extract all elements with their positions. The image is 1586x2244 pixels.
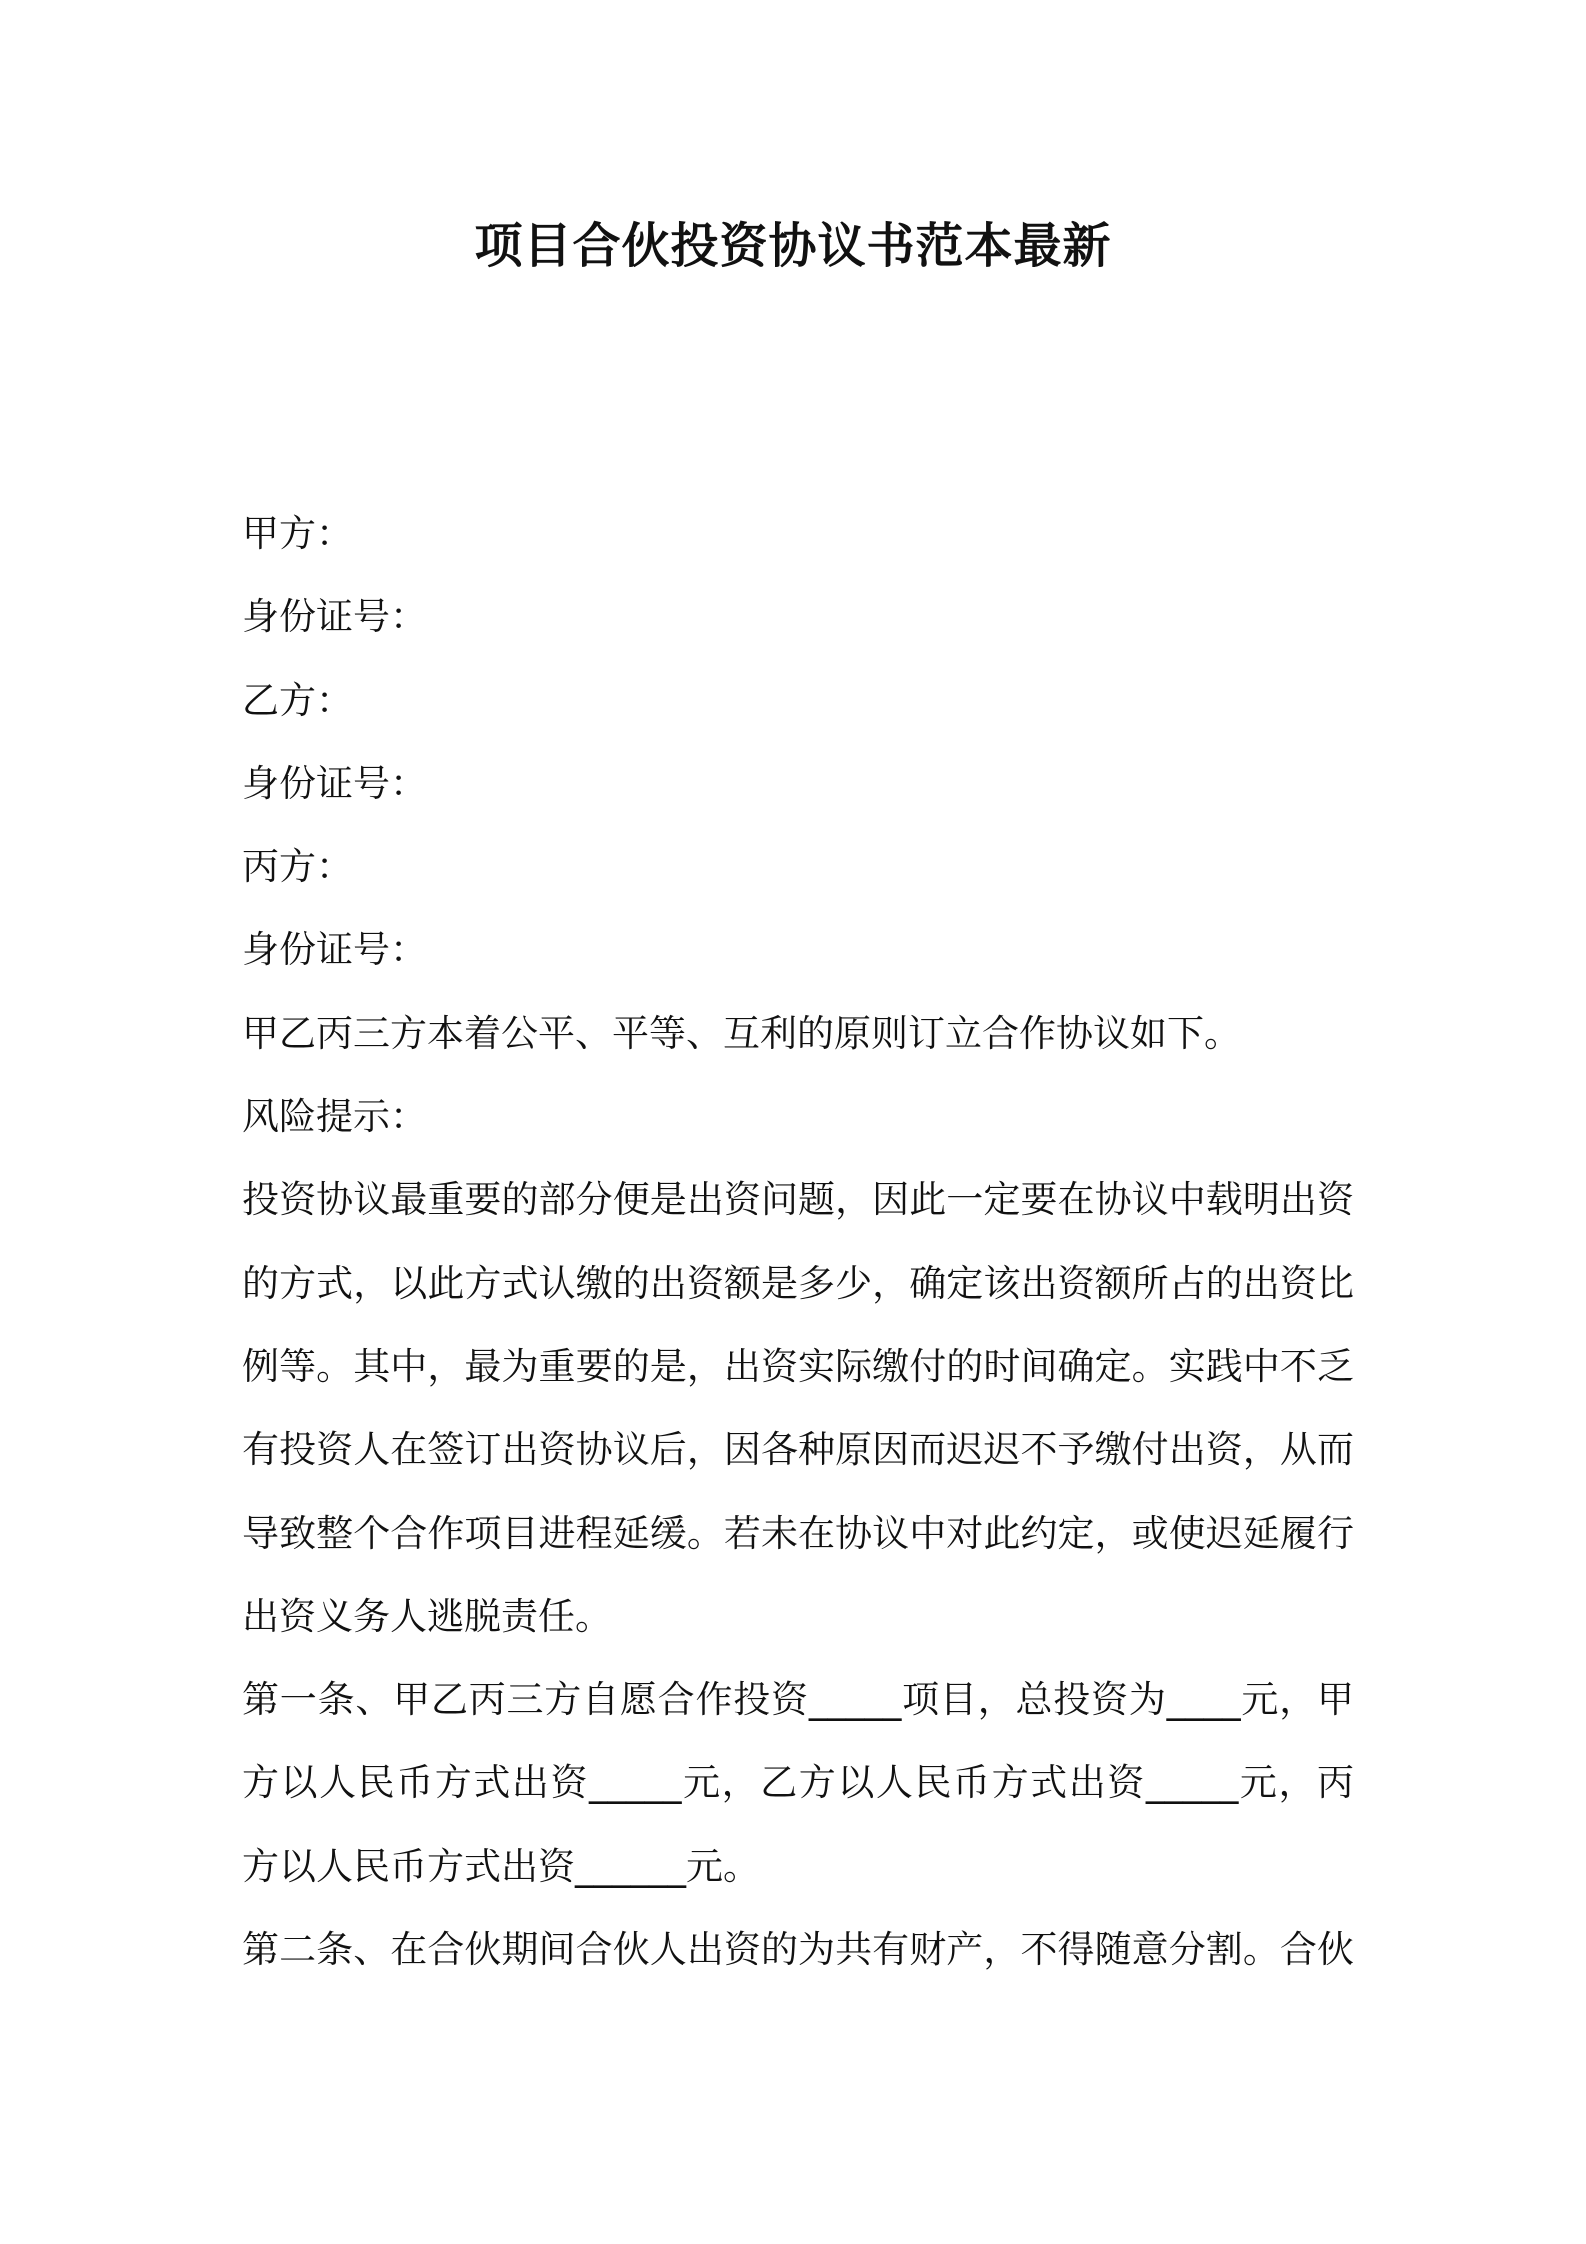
risk-notice-line: 出资义务人逃脱责任。 — [242, 1594, 612, 1638]
risk-notice-line: 例等。其中，最为重要的是，出资实际缴付的时间确定。实践中不乏 — [242, 1344, 1354, 1388]
risk-notice-line: 有投资人在签订出资协议后，因各种原因而迟迟不予缴付出资，从而 — [242, 1428, 1354, 1472]
article-1-line: 方以人民币方式出资_____元，乙方以人民币方式出资_____元，丙 — [242, 1761, 1354, 1805]
article-1-line: 方以人民币方式出资______元。 — [242, 1844, 760, 1888]
party-a-label: 甲方： — [242, 512, 353, 555]
party-b-id-label: 身份证号： — [242, 761, 427, 805]
party-c-id-label: 身份证号： — [242, 928, 427, 972]
risk-notice-line: 投资协议最重要的部分便是出资问题，因此一定要在协议中载明出资 — [242, 1178, 1354, 1222]
article-1-line: 第一条、甲乙丙三方自愿合作投资_____项目，总投资为____元，甲 — [242, 1678, 1354, 1722]
article-2-line: 第二条、在合伙期间合伙人出资的为共有财产，不得随意分割。合伙 — [242, 1928, 1354, 1972]
risk-notice-heading: 风险提示： — [242, 1095, 427, 1139]
risk-notice-line: 导致整个合作项目进程延缓。若未在协议中对此约定，或使迟延履行 — [242, 1511, 1354, 1555]
risk-notice-line: 的方式，以此方式认缴的出资额是多少，确定该出资额所占的出资比 — [242, 1261, 1354, 1305]
party-c-label: 丙方： — [242, 845, 353, 889]
preamble: 甲乙丙三方本着公平、平等、互利的原则订立合作协议如下。 — [242, 1011, 1241, 1055]
document-title: 项目合伙投资协议书范本最新 — [474, 218, 1112, 274]
party-b-label: 乙方： — [242, 678, 353, 722]
party-a-id-label: 身份证号： — [242, 595, 427, 639]
document-body — [242, 492, 1354, 1991]
